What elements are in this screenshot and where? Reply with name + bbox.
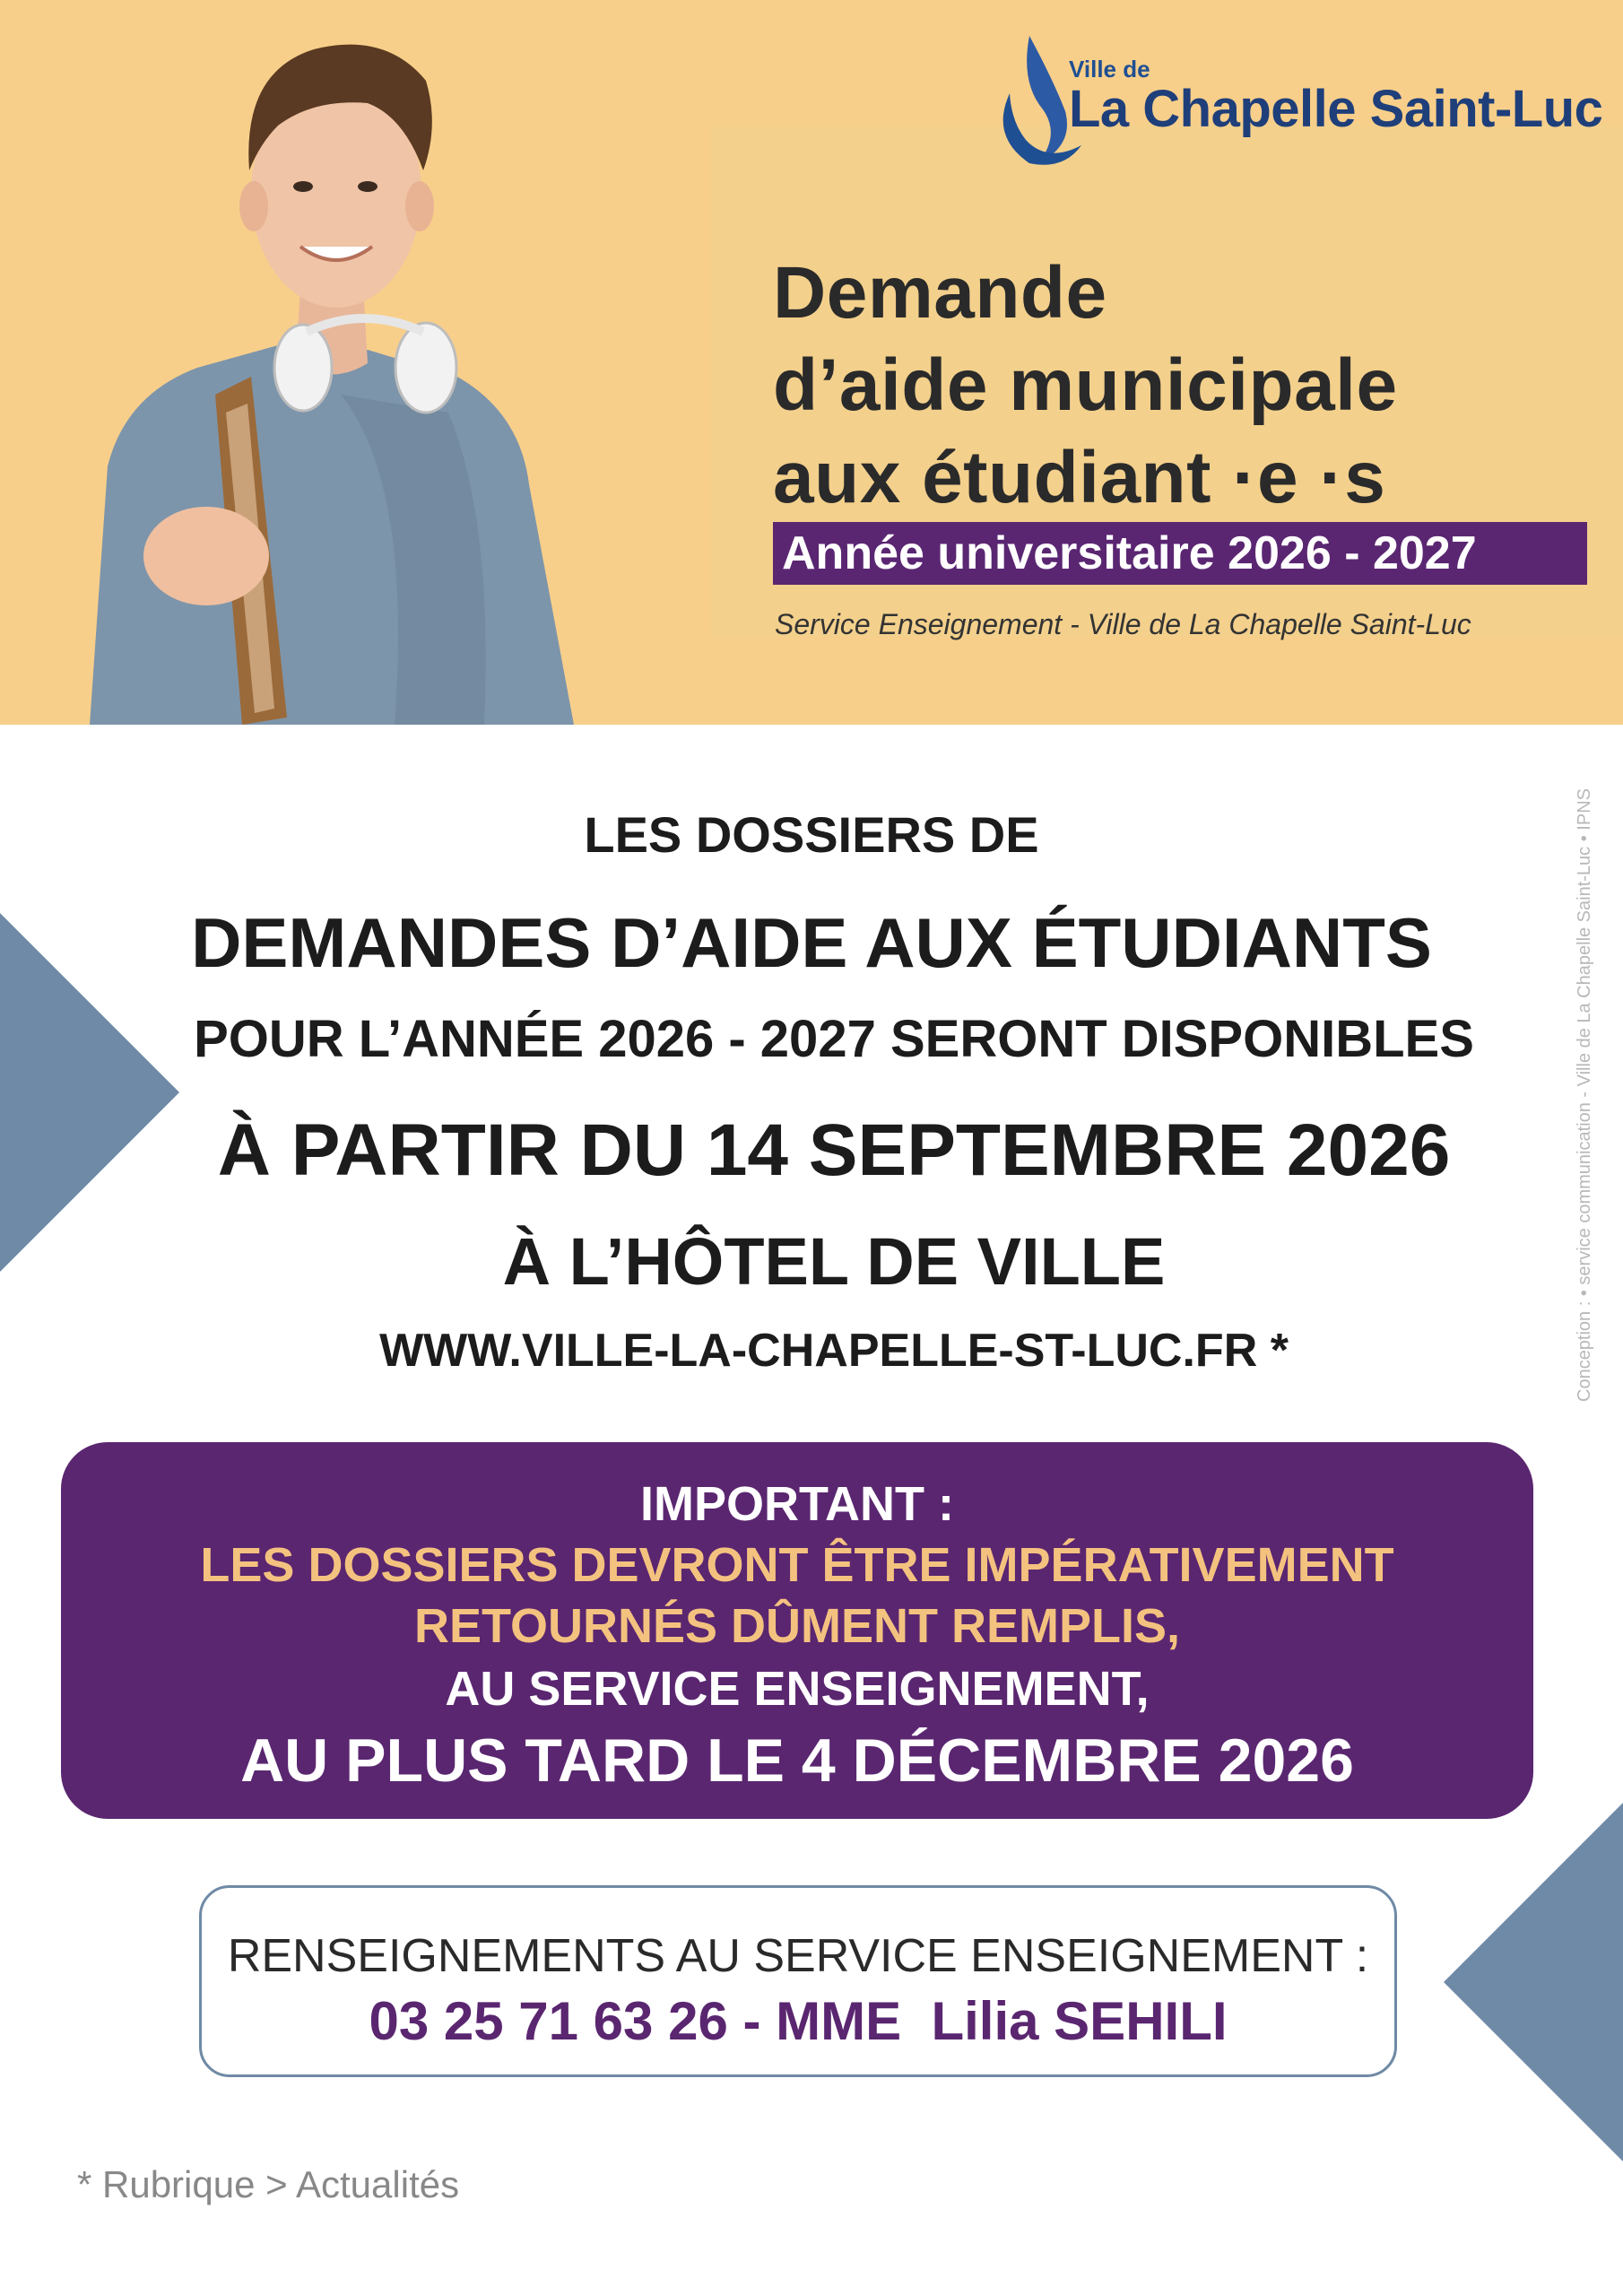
header-banner — [0, 0, 1623, 725]
important-line: RETOURNÉS DÛMENT REMPLIS, — [413, 1599, 1181, 1653]
title-line: Demande — [773, 252, 1107, 334]
logo-city-name: La Chapelle Saint-Luc — [1069, 80, 1603, 138]
page-title — [773, 247, 1598, 524]
contact-box — [199, 1885, 1397, 2077]
important-line: LES DOSSIERS DEVRONT ÊTRE IMPÉRATIVEMENT — [200, 1538, 1394, 1592]
announcement-line: LES DOSSIERS DE — [584, 806, 1039, 863]
academic-year-band: Année universitaire 2026 - 2027 — [773, 522, 1587, 585]
design-credit: Conception : • service communication - Ville de La Chapelle Saint-Luc • IPNS — [1575, 788, 1594, 1402]
decor-triangle-right — [1444, 1803, 1623, 2161]
contact-phone-name[interactable]: 03 25 71 63 26 - MME Lilia SEHILI — [369, 1991, 1228, 2051]
availability-date: À PARTIR DU 14 SEPTEMBRE 2026 — [217, 1109, 1451, 1191]
contact-label: RENSEIGNEMENTS AU SERVICE ENSEIGNEMENT : — [227, 1930, 1369, 1982]
announcement-heading: DEMANDES D’AIDE AUX ÉTUDIANTS — [191, 903, 1432, 982]
deadline-date: AU PLUS TARD LE 4 DÉCEMBRE 2026 — [240, 1726, 1354, 1795]
important-heading: IMPORTANT : — [640, 1477, 954, 1531]
important-notice — [61, 1442, 1533, 1819]
logo-small-text: Ville de — [1069, 56, 1150, 83]
footnote: * Rubrique > Actualités — [77, 2163, 460, 2205]
announcement-line: POUR L’ANNÉE 2026 - 2027 SERONT DISPONIBLES — [194, 1010, 1474, 1068]
student-photo — [72, 18, 646, 725]
city-logo — [994, 29, 1621, 172]
location-line: À L’HÔTEL DE VILLE — [502, 1224, 1166, 1299]
title-line: d’aide municipale — [773, 344, 1398, 426]
title-line: aux étudiant ·e ·s — [773, 437, 1386, 518]
important-line: AU SERVICE ENSEIGNEMENT, — [445, 1662, 1150, 1716]
service-subtitle: Service Enseignement - Ville de La Chapelle Saint-Luc — [775, 608, 1471, 640]
website-link[interactable]: WWW.VILLE-LA-CHAPELLE-ST-LUC.FR * — [379, 1325, 1289, 1377]
